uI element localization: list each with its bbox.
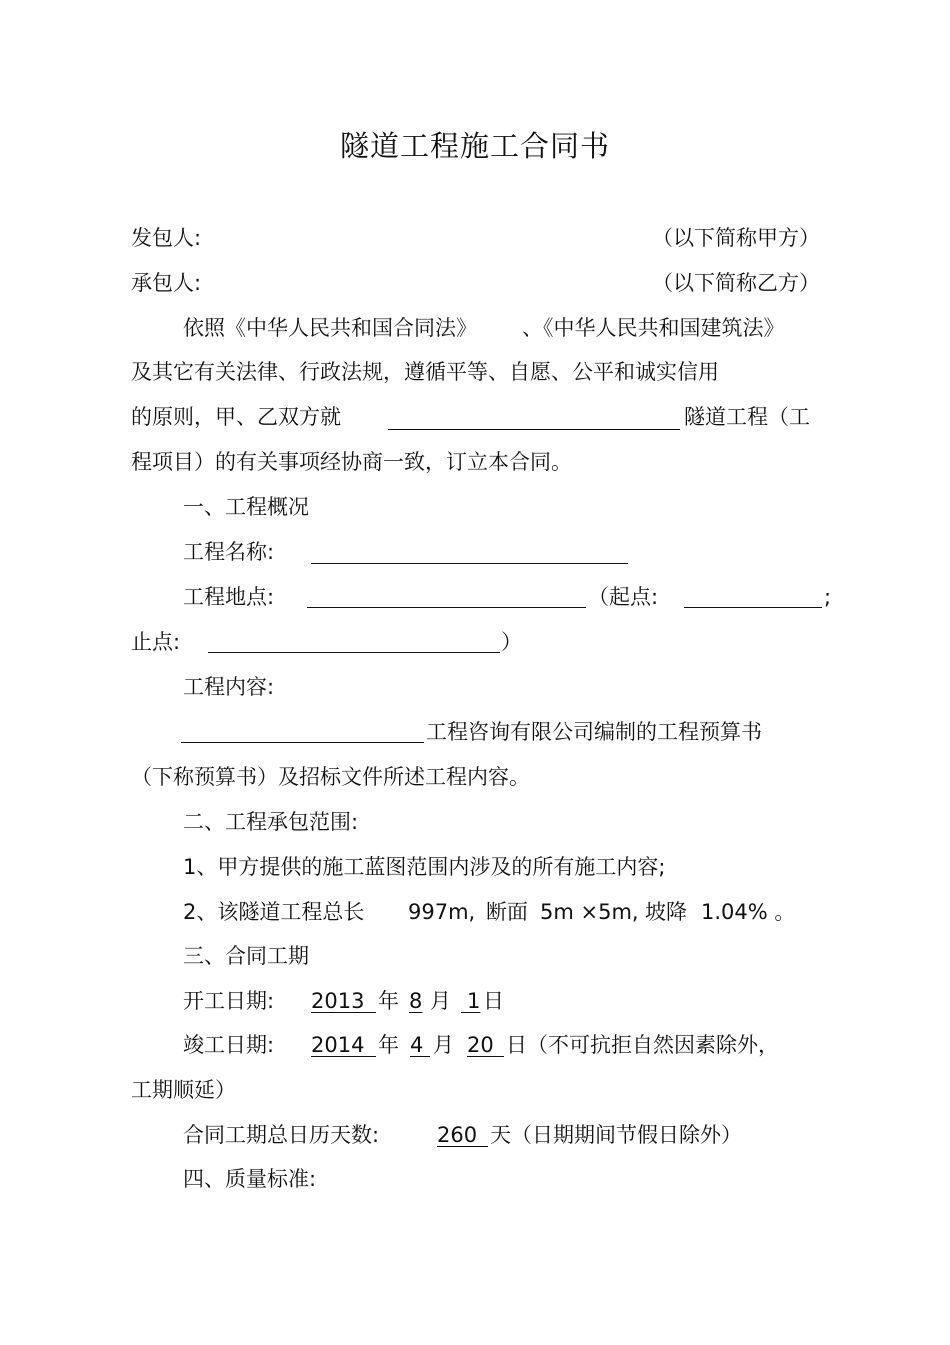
project-name-label: 工程名称: — [183, 540, 275, 564]
employer-label: 发包人: — [131, 226, 202, 250]
end-day: 20 — [467, 1033, 494, 1057]
basis-line1: 依照《中华人民共和国合同法》 — [183, 316, 477, 340]
start-year: 2013 — [311, 989, 365, 1013]
end-year-underline — [360, 1056, 376, 1057]
project-name-blank[interactable] — [388, 429, 680, 430]
start-day-unit: 日 — [483, 989, 504, 1013]
start-date-label: 开工日期: — [183, 989, 275, 1013]
start-month-unit: 月 — [430, 989, 451, 1013]
content-line1: 工程咨询有限公司编制的工程预算书 — [426, 720, 762, 744]
contractor-label: 承包人: — [131, 271, 202, 295]
contractor-note: （以下简称乙方） — [652, 271, 820, 295]
tunnel-section: 5m ×5m, — [540, 900, 639, 924]
start-month: 8 — [409, 989, 423, 1013]
location-label: 工程地点: — [183, 585, 275, 609]
total-days-underline — [474, 1146, 488, 1147]
total-days-label: 合同工期总日历天数: — [183, 1123, 380, 1147]
location-field[interactable] — [307, 607, 586, 608]
total-days-note: 天（日期期间节假日除外） — [490, 1123, 742, 1147]
scope-item2-prefix: 2、该隧道工程总长 — [183, 900, 365, 924]
document-title: 隧道工程施工合同书 — [339, 129, 610, 163]
basis-line3a: 的原则，甲、乙双方就 — [131, 405, 341, 429]
start-year-unit: 年 — [378, 989, 399, 1013]
start-point-end: ; — [824, 585, 832, 609]
section2-heading: 二、工程承包范围: — [183, 810, 359, 834]
stop-point-label: 止点: — [131, 630, 181, 654]
basis-line3b: 隧道工程（工 — [684, 405, 810, 429]
consultant-field[interactable] — [181, 742, 424, 743]
end-date-note2: 工期顺延） — [131, 1078, 236, 1102]
tunnel-slope: 1.04% 。 — [701, 900, 796, 924]
start-point-field[interactable] — [684, 607, 822, 608]
end-year-unit: 年 — [378, 1033, 399, 1057]
start-day: 1 — [467, 989, 481, 1013]
end-year: 2014 — [311, 1033, 365, 1057]
content-label: 工程内容: — [183, 675, 275, 699]
employer-note: （以下简称甲方） — [652, 226, 820, 250]
slope-label: 坡降 — [645, 900, 687, 924]
scope-item1: 1、甲方提供的施工蓝图范围内涉及的所有施工内容; — [183, 855, 666, 879]
end-month-underline — [422, 1056, 430, 1057]
start-year-underline — [360, 1012, 376, 1013]
total-days: 260 — [437, 1123, 478, 1147]
section-label: 断面 — [486, 900, 528, 924]
basis-line1b: 、《中华人民共和国建筑法》 — [522, 316, 785, 340]
tunnel-length: 997m, — [408, 900, 476, 924]
stop-point-end: ） — [501, 630, 522, 654]
start-point-label: （起点: — [588, 585, 659, 609]
basis-line2: 及其它有关法律、行政法规，遵循平等、自愿、公平和诚实信用 — [131, 360, 719, 384]
end-month: 4 — [410, 1033, 424, 1057]
end-date-note: 日（不可抗拒自然因素除外， — [506, 1033, 779, 1057]
section4-heading: 四、质量标准: — [183, 1167, 317, 1191]
end-month-unit: 月 — [433, 1033, 454, 1057]
section3-heading: 三、合同工期 — [183, 944, 309, 968]
project-name-field[interactable] — [311, 563, 628, 564]
basis-line4: 程项目）的有关事项经协商一致，订立本合同。 — [131, 450, 572, 474]
end-date-label: 竣工日期: — [183, 1033, 275, 1057]
end-day-underline — [492, 1056, 504, 1057]
section1-heading: 一、工程概况 — [183, 495, 309, 519]
content-line2: （下称预算书）及招标文件所述工程内容。 — [131, 765, 530, 789]
stop-point-field[interactable] — [208, 652, 500, 653]
